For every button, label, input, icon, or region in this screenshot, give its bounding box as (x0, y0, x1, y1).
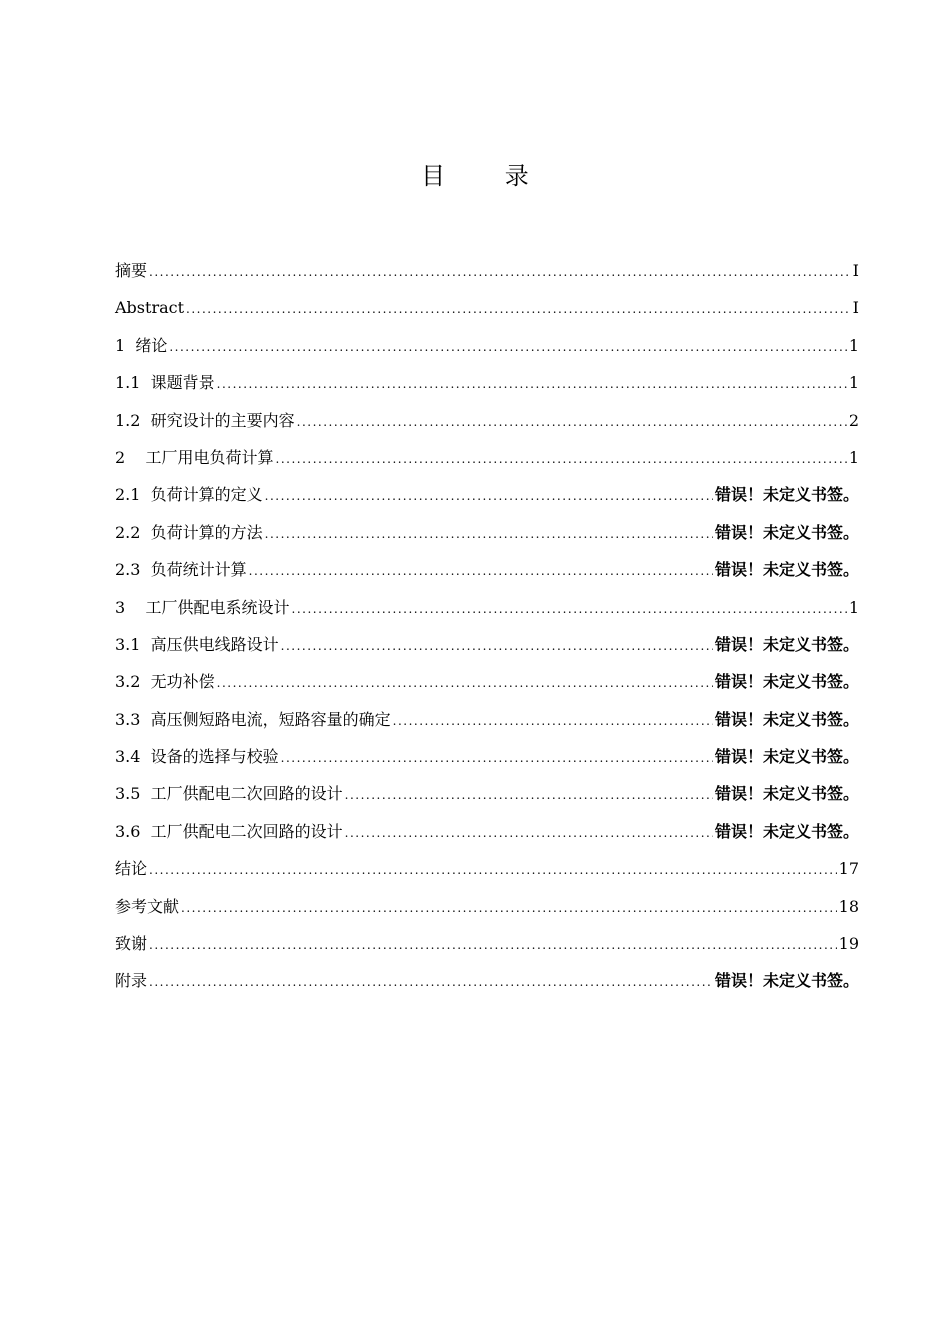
toc-entry-error-ref: 错误！未定义书签。 (714, 634, 859, 654)
toc-entry-error-ref: 错误！未定义书签。 (714, 821, 859, 841)
toc-leader-dots (149, 254, 851, 291)
toc-leader-dots (292, 591, 847, 628)
toc-entry-text: 1.2 研究设计的主要内容 (115, 410, 295, 430)
toc-entry[interactable] (115, 402, 859, 439)
toc-entry-text: 3.6 工厂供配电二次回路的设计 (115, 821, 343, 841)
toc-entry-error-ref: 错误！未定义书签。 (714, 971, 859, 991)
toc-leader-dots (393, 703, 713, 740)
toc-entry[interactable] (115, 514, 859, 551)
toc-entry[interactable] (115, 589, 859, 626)
toc-entry[interactable] (115, 738, 859, 775)
toc-leader-dots (181, 890, 837, 927)
toc-leader-dots (276, 441, 847, 478)
toc-entry-text: 3 工厂供配电系统设计 (115, 597, 290, 617)
toc-leader-dots (281, 628, 713, 665)
toc-entry-text: 3.3 高压侧短路电流，短路容量的确定 (115, 709, 391, 729)
toc-entry[interactable] (115, 364, 859, 401)
toc-entry[interactable] (115, 663, 859, 700)
toc-leader-dots (149, 964, 713, 1001)
toc-entry-error-ref: 错误！未定义书签。 (714, 709, 859, 729)
toc-entry-text: 3.4 设备的选择与校验 (115, 747, 279, 767)
toc-entry-text: 2.2 负荷计算的方法 (115, 522, 263, 542)
toc-leader-dots (345, 777, 713, 814)
toc-entry-page: I (852, 261, 859, 280)
toc-entry-text: Abstract (115, 298, 185, 318)
toc-entry-page: 1 (848, 447, 859, 467)
toc-entry-page: 1 (848, 335, 859, 355)
toc-entry-text: 2.3 负荷统计计算 (115, 560, 247, 580)
toc-entry-text: 3.2 无功补偿 (115, 672, 215, 692)
toc-leader-dots (297, 404, 847, 441)
toc-entry-error-ref: 错误！未定义书签。 (714, 784, 859, 804)
toc-entry[interactable] (115, 925, 859, 962)
toc-leader-dots (265, 516, 713, 553)
toc-entry[interactable] (115, 850, 859, 887)
toc-leader-dots (149, 927, 837, 964)
toc-entry[interactable] (115, 962, 859, 999)
toc-entry[interactable] (115, 813, 859, 850)
toc-entry[interactable] (115, 439, 859, 476)
toc-entry-page: 2 (848, 410, 859, 430)
toc-entry-text: 结论 (115, 859, 148, 879)
toc-entry-text: 2 工厂用电负荷计算 (115, 447, 274, 467)
toc-entry-error-ref: 错误！未定义书签。 (714, 522, 859, 542)
toc-entry-text: 2.1 负荷计算的定义 (115, 485, 263, 505)
toc-entry-error-ref: 错误！未定义书签。 (714, 672, 859, 692)
toc-entry-text: 1 绪论 (115, 335, 168, 355)
toc-leader-dots (217, 665, 713, 702)
toc-title: 目 录 (421, 162, 555, 190)
toc-entry-page: I (852, 298, 859, 318)
toc-leader-dots (186, 291, 851, 328)
toc-entry-text: 摘要 (115, 261, 148, 280)
toc-entry-page: 1 (848, 373, 859, 393)
toc-entry-text: 附录 (115, 971, 148, 991)
toc-entry-error-ref: 错误！未定义书签。 (714, 560, 859, 580)
toc-entry[interactable] (115, 327, 859, 364)
toc-entry[interactable] (115, 476, 859, 513)
toc-entry-page: 17 (838, 859, 859, 879)
toc-leader-dots (281, 740, 713, 777)
toc-entry-error-ref: 错误！未定义书签。 (714, 485, 859, 505)
toc-entry[interactable] (115, 626, 859, 663)
toc-entry-page: 19 (838, 934, 859, 954)
toc-leader-dots (265, 478, 713, 515)
toc-list (115, 252, 859, 1000)
toc-entry[interactable] (115, 551, 859, 588)
toc-entry[interactable] (115, 701, 859, 738)
toc-leader-dots (149, 852, 837, 889)
toc-entry[interactable] (115, 775, 859, 812)
toc-entry-text: 致谢 (115, 934, 148, 954)
toc-leader-dots (217, 366, 847, 403)
toc-entry-text: 3.5 工厂供配电二次回路的设计 (115, 784, 343, 804)
toc-leader-dots (345, 815, 713, 852)
toc-entry[interactable] (115, 888, 859, 925)
toc-entry[interactable] (115, 252, 859, 289)
toc-leader-dots (169, 329, 846, 366)
toc-entry-page: 1 (848, 597, 859, 617)
toc-entry-page: 18 (838, 896, 859, 916)
toc-entry-text: 1.1 课题背景 (115, 373, 215, 393)
toc-entry-text: 参考文献 (115, 896, 180, 916)
toc-entry[interactable] (115, 289, 859, 326)
toc-entry-text: 3.1 高压供电线路设计 (115, 634, 279, 654)
toc-entry-error-ref: 错误！未定义书签。 (714, 747, 859, 767)
toc-leader-dots (249, 553, 713, 590)
